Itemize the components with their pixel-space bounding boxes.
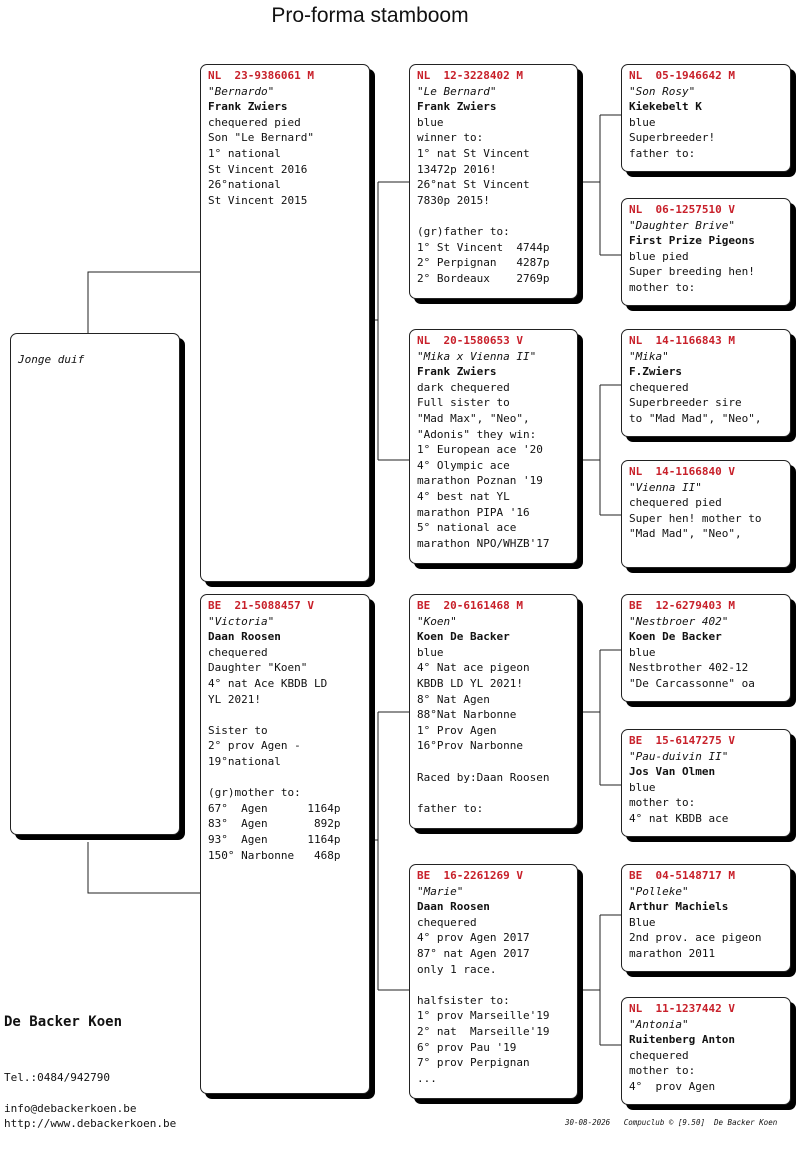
ring-number: NL 23-9386061 M bbox=[208, 69, 314, 82]
info-line: halfsister to: bbox=[417, 993, 510, 1007]
info-line: marathon 2011 bbox=[629, 946, 716, 960]
info-line: only 1 race. bbox=[417, 962, 497, 976]
dam-sire-dam-card[interactable] bbox=[621, 729, 791, 837]
info-line: 4° Nat ace pigeon bbox=[417, 661, 530, 675]
sire-sire-card[interactable] bbox=[409, 64, 578, 299]
info-line: 4° nat Ace KBDB LD bbox=[208, 676, 328, 690]
sire-card[interactable] bbox=[200, 64, 370, 582]
breeder-name: Koen De Backer bbox=[629, 630, 722, 644]
info-line: blue bbox=[629, 780, 656, 794]
root-pigeon-card[interactable] bbox=[10, 333, 180, 835]
ring-number: BE 21-5088457 V bbox=[208, 599, 314, 612]
info-line: St Vincent 2015 bbox=[208, 193, 308, 207]
pigeon-name: "Bernardo" bbox=[208, 84, 275, 98]
info-line: 2° Bordeaux 2769p bbox=[417, 271, 550, 285]
pigeon-name: "Le Bernard" bbox=[417, 84, 497, 98]
breeder-name: Jos Van Olmen bbox=[629, 765, 716, 779]
pigeon-name: "Vienna II" bbox=[629, 480, 702, 494]
breeder-name: Ruitenberg Anton bbox=[629, 1033, 735, 1047]
breeder-name: First Prize Pigeons bbox=[629, 234, 755, 248]
info-line: YL 2021! bbox=[208, 692, 261, 706]
info-line: 67° Agen 1164p bbox=[208, 801, 341, 815]
info-line: Blue bbox=[629, 915, 656, 929]
info-line: father to: bbox=[629, 146, 696, 160]
pigeon-name: "Marie" bbox=[417, 884, 464, 898]
info-line: mother to: bbox=[629, 1064, 696, 1078]
info-line: 2° Perpignan 4287p bbox=[417, 256, 550, 270]
pigeon-name: "Mika" bbox=[629, 349, 669, 363]
info-line bbox=[208, 770, 363, 786]
dam-card[interactable] bbox=[200, 594, 370, 1094]
info-line: father to: bbox=[417, 801, 484, 815]
info-line: chequered pied bbox=[629, 496, 722, 510]
owner-email-link[interactable]: info@debackerkoen.be bbox=[4, 1102, 137, 1115]
dam-dam-card[interactable] bbox=[409, 864, 578, 1099]
info-line: marathon NPO/WHZB'17 bbox=[417, 536, 550, 550]
info-line: 26°national bbox=[208, 178, 281, 192]
info-line: KBDB LD YL 2021! bbox=[417, 676, 523, 690]
info-line: mother to: bbox=[629, 280, 696, 294]
info-line: 88°Nat Narbonne bbox=[417, 708, 517, 722]
sire-sire-dam-card[interactable] bbox=[621, 198, 791, 306]
dam-dam-dam-card[interactable] bbox=[621, 997, 791, 1105]
footer-credit: 30-08-2026 Compuclub © [9.50] De Backer Koen bbox=[565, 1118, 778, 1127]
info-line: dark chequered bbox=[417, 380, 510, 394]
info-line: Superbreeder sire bbox=[629, 396, 742, 410]
ring-number: NL 11-1237442 V bbox=[629, 1002, 735, 1015]
info-line: winner to: bbox=[417, 131, 484, 145]
dam-sire-card[interactable] bbox=[409, 594, 578, 829]
info-line: to "Mad Mad", "Neo", bbox=[629, 411, 762, 425]
info-line: St Vincent 2016 bbox=[208, 162, 308, 176]
info-line: "Mad Max", "Neo", bbox=[417, 411, 530, 425]
owner-name: De Backer Koen bbox=[4, 1014, 123, 1030]
breeder-name: Frank Zwiers bbox=[417, 365, 497, 379]
info-line: "Adonis" they win: bbox=[417, 427, 537, 441]
info-line: 16°Prov Narbonne bbox=[417, 739, 523, 753]
info-line: blue pied bbox=[629, 249, 689, 263]
ring-number: NL 20-1580653 V bbox=[417, 334, 523, 347]
info-line: 1° national bbox=[208, 146, 281, 160]
info-line bbox=[417, 785, 571, 801]
info-line: 1° prov Marseille'19 bbox=[417, 1009, 550, 1023]
ring-number: NL 14-1166843 M bbox=[629, 334, 735, 347]
breeder-name: F.Zwiers bbox=[629, 365, 682, 379]
info-line: mother to: bbox=[629, 796, 696, 810]
info-line: 2° nat Marseille'19 bbox=[417, 1024, 550, 1038]
info-line: Nestbrother 402-12 bbox=[629, 661, 749, 675]
info-line: 4° prov Agen bbox=[629, 1079, 716, 1093]
info-line: 19°national bbox=[208, 754, 281, 768]
info-line: 1° nat St Vincent bbox=[417, 146, 530, 160]
info-line: Daughter "Koen" bbox=[208, 661, 308, 675]
info-line: Superbreeder! bbox=[629, 131, 716, 145]
info-line: chequered bbox=[629, 380, 689, 394]
info-line: 8° Nat Agen bbox=[417, 692, 490, 706]
info-line: chequered bbox=[629, 1048, 689, 1062]
info-line: chequered pied bbox=[208, 115, 301, 129]
info-line: 4° best nat YL bbox=[417, 489, 510, 503]
info-line: 4° Olympic ace bbox=[417, 458, 510, 472]
owner-website-link[interactable]: http://www.debackerkoen.be bbox=[4, 1117, 177, 1130]
sire-sire-sire-card[interactable] bbox=[621, 64, 791, 172]
ring-number: BE 16-2261269 V bbox=[417, 869, 523, 882]
breeder-name: Frank Zwiers bbox=[417, 100, 497, 114]
breeder-name: Kiekebelt K bbox=[629, 100, 702, 114]
pigeon-name: "Koen" bbox=[417, 614, 457, 628]
info-line: 4° prov Agen 2017 bbox=[417, 931, 530, 945]
ring-number: BE 12-6279403 M bbox=[629, 599, 735, 612]
info-line: 7830p 2015! bbox=[417, 193, 490, 207]
info-line: chequered bbox=[417, 915, 477, 929]
dam-sire-sire-card[interactable] bbox=[621, 594, 791, 702]
info-line: marathon Poznan '19 bbox=[417, 474, 543, 488]
info-line: Super hen! mother to bbox=[629, 511, 762, 525]
info-line: Full sister to bbox=[417, 396, 510, 410]
pigeon-name: "Antonia" bbox=[629, 1017, 689, 1031]
ring-number: NL 06-1257510 V bbox=[629, 203, 735, 216]
ring-number: NL 05-1946642 M bbox=[629, 69, 735, 82]
root-pigeon-label: Jonge duif bbox=[18, 353, 85, 366]
sire-dam-dam-card[interactable] bbox=[621, 460, 791, 568]
pigeon-name: "Daughter Brive" bbox=[629, 218, 735, 232]
info-line: blue bbox=[629, 115, 656, 129]
sire-dam-sire-card[interactable] bbox=[621, 329, 791, 437]
info-line: 2° prov Agen - bbox=[208, 739, 301, 753]
info-line: ... bbox=[417, 1071, 437, 1085]
info-line: chequered bbox=[208, 645, 268, 659]
info-line: 1° European ace '20 bbox=[417, 443, 543, 457]
info-line bbox=[417, 208, 571, 224]
pigeon-name: "Polleke" bbox=[629, 884, 689, 898]
info-line: Sister to bbox=[208, 723, 268, 737]
ring-number: NL 14-1166840 V bbox=[629, 465, 735, 478]
breeder-name: Daan Roosen bbox=[417, 900, 490, 914]
info-line: 4° nat KBDB ace bbox=[629, 811, 729, 825]
info-line: (gr)father to: bbox=[417, 224, 510, 238]
info-line: 26°nat St Vincent bbox=[417, 178, 530, 192]
info-line: 83° Agen 892p bbox=[208, 817, 341, 831]
info-line: 1° St Vincent 4744p bbox=[417, 240, 550, 254]
info-line: "Mad Mad", "Neo", bbox=[629, 527, 742, 541]
pigeon-name: "Nestbroer 402" bbox=[629, 614, 729, 628]
breeder-name: Frank Zwiers bbox=[208, 100, 288, 114]
pigeon-name: "Mika x Vienna II" bbox=[417, 349, 537, 363]
info-line: blue bbox=[417, 115, 444, 129]
ring-number: NL 12-3228402 M bbox=[417, 69, 523, 82]
owner-phone: Tel.:0484/942790 bbox=[4, 1071, 110, 1084]
ring-number: BE 15-6147275 V bbox=[629, 734, 735, 747]
info-line bbox=[417, 754, 571, 770]
pigeon-name: "Pau-duivin II" bbox=[629, 749, 729, 763]
info-line: Raced by:Daan Roosen bbox=[417, 770, 550, 784]
info-line: marathon PIPA '16 bbox=[417, 505, 530, 519]
info-line bbox=[417, 977, 571, 993]
pigeon-name: "Son Rosy" bbox=[629, 84, 696, 98]
info-line: blue bbox=[417, 645, 444, 659]
ring-number: BE 20-6161468 M bbox=[417, 599, 523, 612]
info-line: 2nd prov. ace pigeon bbox=[629, 931, 762, 945]
pigeon-name: "Victoria" bbox=[208, 614, 275, 628]
breeder-name: Daan Roosen bbox=[208, 630, 281, 644]
info-line: "De Carcassonne" oa bbox=[629, 676, 755, 690]
info-line: (gr)mother to: bbox=[208, 786, 301, 800]
breeder-name: Koen De Backer bbox=[417, 630, 510, 644]
info-line: 13472p 2016! bbox=[417, 162, 497, 176]
info-line bbox=[208, 707, 363, 723]
ring-number: BE 04-5148717 M bbox=[629, 869, 735, 882]
info-line: 1° Prov Agen bbox=[417, 723, 497, 737]
info-line: Son "Le Bernard" bbox=[208, 131, 314, 145]
info-line: 6° prov Pau '19 bbox=[417, 1040, 517, 1054]
info-line: 93° Agen 1164p bbox=[208, 832, 341, 846]
info-line: 7° prov Perpignan bbox=[417, 1056, 530, 1070]
breeder-name: Arthur Machiels bbox=[629, 900, 729, 914]
dam-dam-sire-card[interactable] bbox=[621, 864, 791, 972]
info-line: 87° nat Agen 2017 bbox=[417, 946, 530, 960]
page-title: Pro-forma stamboom bbox=[271, 4, 469, 27]
info-line: blue bbox=[629, 645, 656, 659]
info-line: Super breeding hen! bbox=[629, 265, 755, 279]
sire-dam-card[interactable] bbox=[409, 329, 578, 564]
info-line: 150° Narbonne 468p bbox=[208, 848, 341, 862]
info-line: 5° national ace bbox=[417, 521, 517, 535]
